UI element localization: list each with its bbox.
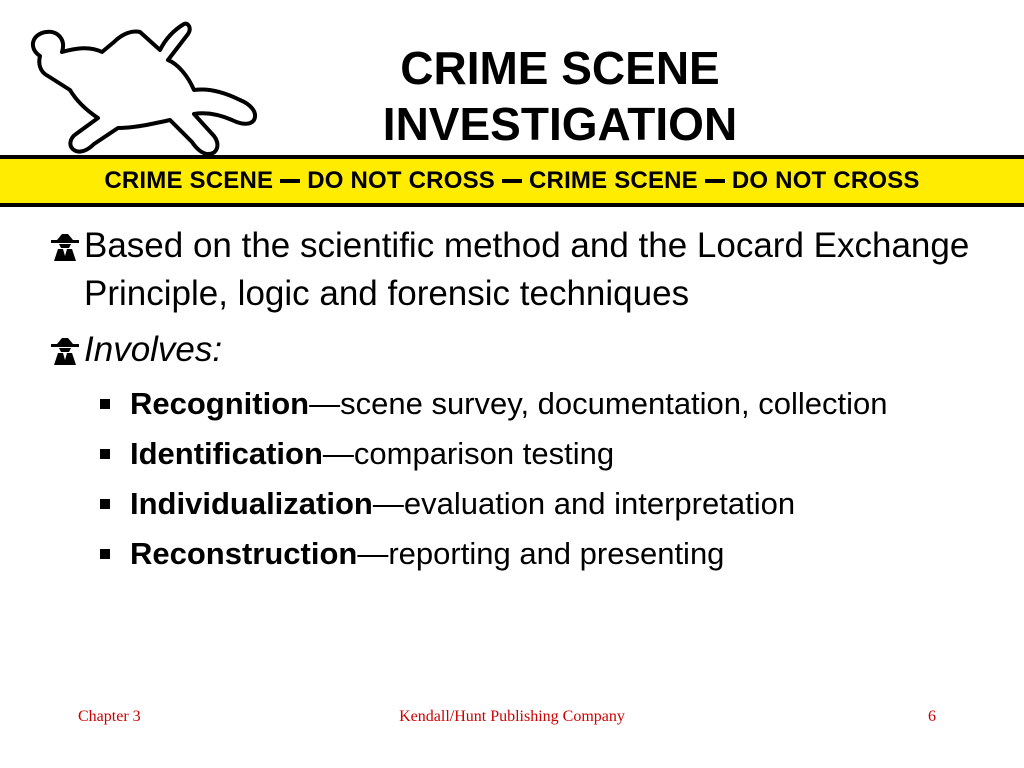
sub-bullet-item [48, 482, 1008, 526]
sub-bullet-term: Reconstruction [130, 536, 358, 571]
tape-dash [280, 179, 300, 183]
tape-text: CRIME SCENE [529, 167, 698, 194]
detective-icon [48, 336, 82, 366]
tape-text: DO NOT CROSS [731, 167, 920, 194]
bullet-text: Based on the scientific method and the Locard Exchange Principle, logic and forensic techniques [84, 226, 970, 313]
title-line-2: INVESTIGATION [382, 98, 738, 150]
tape-text: DO NOT CROSS [307, 167, 495, 194]
tape-dash [502, 179, 522, 183]
title-line-1: CRIME SCENE [400, 42, 720, 94]
bullet-item [48, 326, 1008, 374]
sub-bullet-term: Individualization [130, 486, 373, 521]
detective-icon [48, 232, 82, 262]
sub-bullet-desc: —reporting and presenting [357, 536, 725, 571]
bullet-text: Involves: [84, 330, 223, 369]
slide-title [300, 40, 820, 152]
sub-bullet-term: Identification [130, 436, 323, 471]
footer-chapter: Chapter 3 [78, 708, 141, 725]
square-bullet-icon [100, 499, 110, 509]
sub-bullet-desc: —scene survey, documentation, collection [309, 386, 888, 421]
sub-bullet-item [48, 432, 1008, 476]
footer-publisher: Kendall/Hunt Publishing Company [399, 708, 625, 725]
tape-dash [705, 179, 725, 183]
sub-bullet-term: Recognition [130, 386, 310, 421]
crime-scene-tape-banner [0, 155, 1024, 207]
chalk-body-outline-illustration [18, 20, 268, 160]
tape-text: CRIME SCENE [104, 167, 274, 194]
sub-bullet-item [48, 532, 1008, 576]
square-bullet-icon [100, 399, 110, 409]
footer-page-number: 6 [928, 708, 936, 725]
slide-body [48, 222, 1008, 582]
sub-bullet-desc: —comparison testing [322, 436, 615, 471]
bullet-item [48, 222, 1008, 318]
square-bullet-icon [100, 449, 110, 459]
sub-bullet-item [48, 382, 1008, 426]
sub-bullet-desc: —evaluation and interpretation [372, 486, 796, 521]
square-bullet-icon [100, 549, 110, 559]
